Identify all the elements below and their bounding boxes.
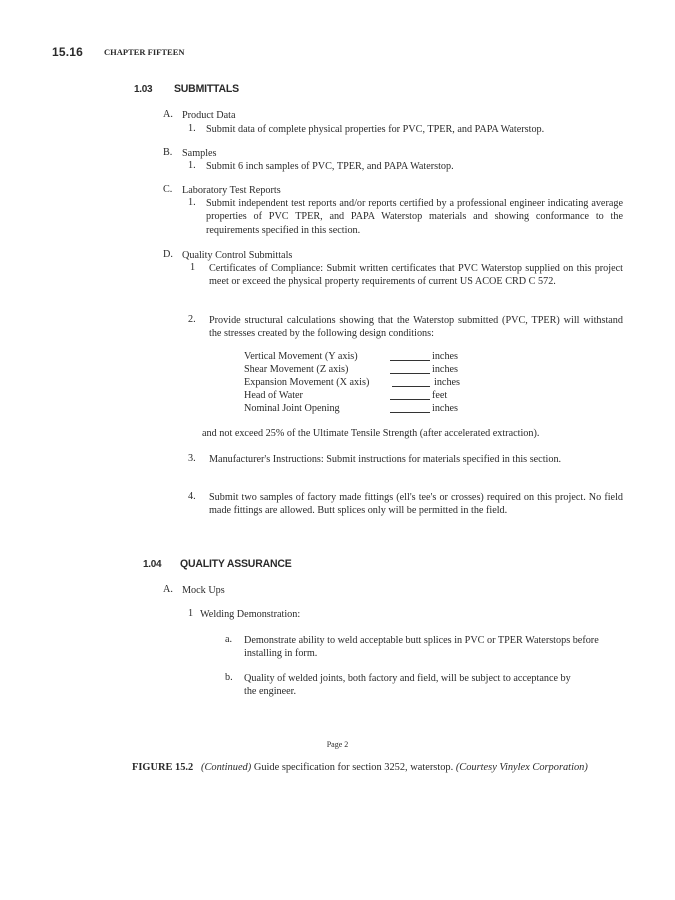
condition-row [244, 376, 504, 389]
condition-label: Shear Movement (Z axis) [244, 364, 349, 375]
condition-unit: inches [434, 377, 461, 388]
list-item-text: Welding Demonstration: [200, 609, 301, 620]
item-number: 1. [188, 123, 196, 134]
condition-row [244, 350, 504, 363]
condition-label: Nominal Joint Opening [244, 403, 340, 414]
item-number: 2. [188, 314, 196, 325]
item-number: 4. [188, 491, 196, 502]
condition-label: Vertical Movement (Y axis) [244, 351, 358, 362]
item-number: 1. [188, 160, 196, 171]
condition-label: Head of Water [244, 390, 303, 401]
sub-item-text: Demonstrate ability to weld acceptable butt splices in PVC or TPER Waterstops before installing in form. [244, 635, 599, 660]
value-blank [390, 403, 430, 413]
value-blank [390, 351, 430, 361]
condition-row [244, 389, 504, 402]
sub-item-label: a. [225, 634, 233, 645]
list-item-text: Manufacturer's Instructions: Submit instructions for materials specified in this section. [209, 454, 562, 465]
item-label: A. [163, 584, 173, 595]
item-number: 3. [188, 453, 196, 464]
condition-unit: inches [432, 351, 459, 362]
item-number: 1 [190, 262, 196, 273]
caption-text: Guide specification for section 3252, waterstop. [253, 762, 454, 773]
condition-row [244, 363, 504, 376]
figure-number: FIGURE 15.2 [132, 762, 194, 773]
condition-unit: inches [432, 364, 459, 375]
page-number: 15.16 [52, 45, 84, 59]
sub-item-text: Quality of welded joints, both factory and field, will be subject to acceptance by the engineer. [244, 673, 571, 698]
list-item-text: Submit data of complete physical properties for PVC, TPER, and PAPA Waterstop. [206, 124, 545, 135]
sub-item-label: b. [225, 672, 233, 683]
list-item-text: Submit 6 inch samples of PVC, TPER, and PAPA Waterstop. [206, 161, 454, 172]
item-title: Laboratory Test Reports [182, 185, 281, 196]
value-blank [390, 390, 430, 400]
item-title: Quality Control Submittals [182, 250, 293, 261]
conditions-footer: and not exceed 25% of the Ultimate Tensile Strength (after accelerated extraction). [202, 428, 540, 439]
value-blank [390, 364, 430, 374]
caption-courtesy: (Courtesy Vinylex Corporation) [455, 762, 588, 773]
figure-caption [132, 762, 588, 773]
item-number: 1. [188, 197, 196, 208]
list-item-text: Certificates of Compliance: Submit written certificates that PVC Waterstop supplied on this project meet or exceed the physical property requirements of current US ACOE CRD C 572. [209, 263, 623, 288]
item-title: Samples [182, 148, 217, 159]
condition-unit: inches [432, 403, 459, 414]
condition-row [244, 402, 504, 415]
section-number: 1.03 [134, 84, 153, 95]
list-item-text: Submit independent test reports and/or reports certified by a professional engineer indicating average properties of PVC TPER, and PAPA Waterstop materials and showing conformance to the requirements specified in this section. [206, 198, 623, 236]
condition-unit: feet [432, 390, 448, 401]
item-label: A. [163, 109, 173, 120]
chapter-title: CHAPTER FIFTEEN [104, 47, 185, 57]
section-title: QUALITY ASSURANCE [180, 557, 292, 571]
caption-continued: (Continued) [201, 762, 252, 773]
item-title: Mock Ups [182, 585, 225, 596]
item-label: B. [163, 147, 173, 158]
section-number: 1.04 [143, 559, 162, 570]
item-label: C. [163, 184, 173, 195]
condition-label: Expansion Movement (X axis) [244, 377, 370, 388]
list-item-text: Provide structural calculations showing that the Waterstop submitted (PVC, TPER) will withstand the stresses created by the following design conditions: [209, 315, 623, 340]
list-item-text: Submit two samples of factory made fittings (ell's tee's or crosses) required on this project. No field made fittings are allowed. Butt splices only will be permitted in the field. [209, 492, 623, 517]
value-blank [392, 377, 430, 387]
item-title: Product Data [182, 110, 236, 121]
design-conditions [244, 350, 504, 415]
section-title: SUBMITTALS [174, 82, 239, 96]
item-number: 1 [188, 608, 194, 619]
item-label: D. [163, 249, 173, 260]
page-label: Page 2 [326, 740, 349, 749]
